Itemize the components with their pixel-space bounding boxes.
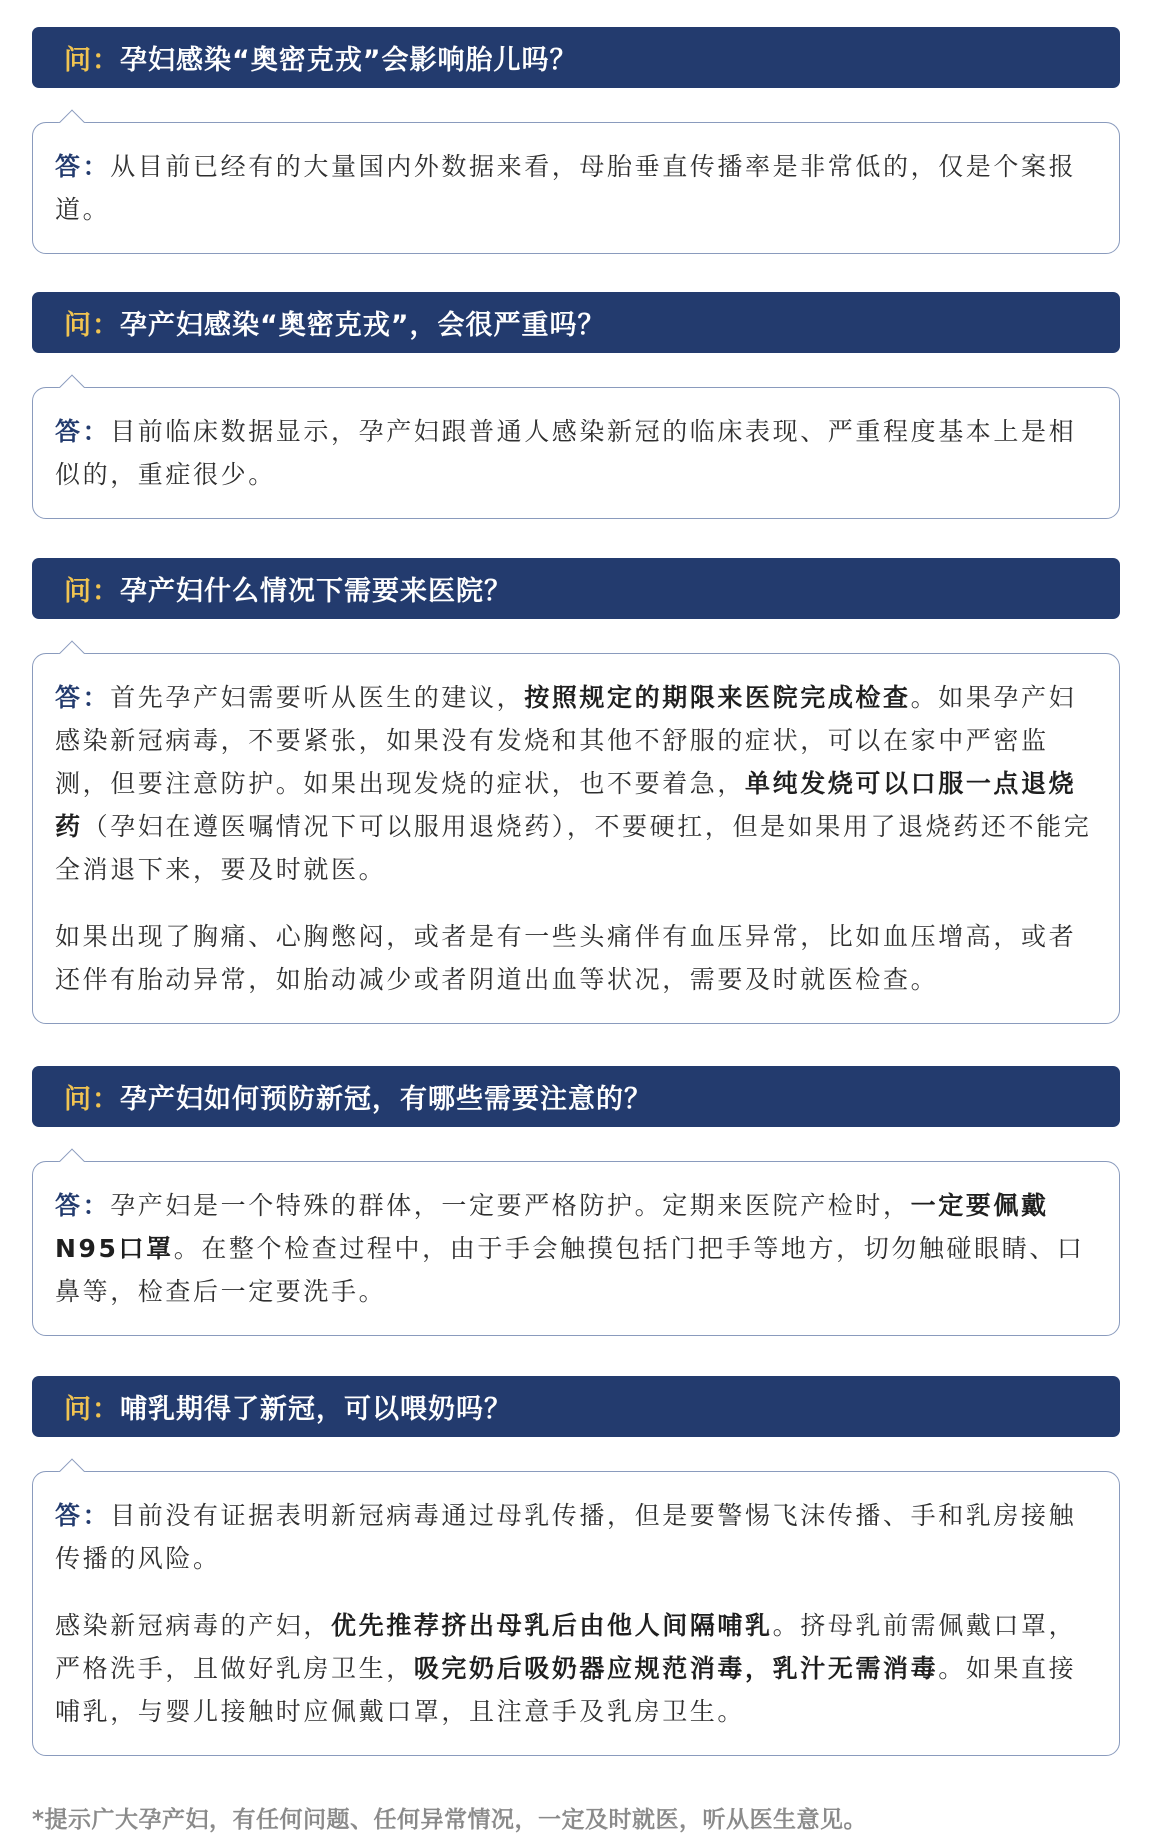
answer-text: 孕产妇是一个特殊的群体，一定要严格防护。定期来医院产检时， xyxy=(110,1191,911,1220)
question-bar xyxy=(32,27,1120,88)
question-text: 孕产妇感染“奥密克戎”，会很严重吗？ xyxy=(120,310,606,341)
qa-item-breastfeeding xyxy=(32,1376,1120,1756)
answer-prefix: 答： xyxy=(55,417,111,446)
answer-box xyxy=(32,653,1120,1024)
answer-prefix: 答： xyxy=(55,152,111,181)
answer-prefix: 答： xyxy=(55,1191,111,1220)
question-prefix: 问： xyxy=(64,1084,120,1115)
question-bar xyxy=(32,558,1120,619)
answer-highlight: 吸完奶后吸奶器应规范消毒，乳汁无需消毒 xyxy=(413,1654,939,1683)
qa-item-prevention xyxy=(32,1066,1120,1336)
answer-text: 。如果孕产妇感染新冠病毒，不要紧张，如果没有发烧和其他不舒服的症状，可以在家中严密监测，但要注意防护。如果出现发烧的症状，也不要着急， xyxy=(55,683,1077,798)
answer-paragraph xyxy=(55,915,1095,1001)
answer-paragraph xyxy=(55,1184,1095,1313)
answer-pointer xyxy=(57,371,87,388)
question-text: 孕产妇什么情况下需要来医院？ xyxy=(120,576,512,607)
answer-text: 目前没有证据表明新冠病毒通过母乳传播，但是要警惕飞沫传播、手和乳房接触传播的风险。 xyxy=(55,1501,1077,1573)
answer-text: 感染新冠病毒的产妇， xyxy=(55,1611,332,1640)
answer-paragraph xyxy=(55,1494,1095,1580)
answer-highlight: 按照规定的期限来医院完成检查 xyxy=(524,683,911,712)
question-bar xyxy=(32,292,1120,353)
answer-prefix: 答： xyxy=(55,1501,111,1530)
question-bar xyxy=(32,1066,1120,1127)
answer-paragraph xyxy=(55,1604,1095,1733)
question-text: 哺乳期得了新冠，可以喂奶吗？ xyxy=(120,1394,512,1425)
answer-paragraph xyxy=(55,676,1095,891)
qa-item-severity xyxy=(32,292,1120,519)
answer-pointer xyxy=(57,637,87,654)
answer-pointer xyxy=(57,1455,87,1472)
answer-box xyxy=(32,1471,1120,1756)
answer-text: 目前临床数据显示，孕产妇跟普通人感染新冠的临床表现、严重程度基本上是相似的，重症很少。 xyxy=(55,417,1077,489)
answer-box xyxy=(32,1161,1120,1336)
answer-text: 首先孕产妇需要听从医生的建议， xyxy=(110,683,525,712)
answer-paragraph xyxy=(55,145,1095,231)
answer-box xyxy=(32,122,1120,254)
answer-text: （孕妇在遵医嘱情况下可以服用退烧药），不要硬扛，但是如果用了退烧药还不能完全消退下来，要及时就医。 xyxy=(55,812,1092,884)
qa-item-fetus-impact xyxy=(32,27,1120,254)
answer-pointer xyxy=(57,106,87,123)
question-text: 孕产妇如何预防新冠，有哪些需要注意的？ xyxy=(120,1084,652,1115)
answer-paragraph xyxy=(55,410,1095,496)
answer-highlight: 一定要佩戴N95口罩 xyxy=(55,1191,1049,1263)
question-prefix: 问： xyxy=(64,45,120,76)
qa-item-when-to-visit-hospital xyxy=(32,558,1120,1024)
answer-text: 。挤母乳前需佩戴口罩，严格洗手，且做好乳房卫生， xyxy=(55,1611,1077,1683)
answer-box xyxy=(32,387,1120,519)
answer-highlight: 优先推荐挤出母乳后由他人间隔哺乳 xyxy=(331,1611,773,1640)
answer-text: 。如果直接哺乳，与婴儿接触时应佩戴口罩，且注意手及乳房卫生。 xyxy=(55,1654,1077,1726)
footer-note: *提示广大孕产妇，有任何问题、任何异常情况，一定及时就医，听从医生意见。 xyxy=(32,1807,868,1833)
question-prefix: 问： xyxy=(64,310,120,341)
question-text: 孕妇感染“奥密克戎”会影响胎儿吗？ xyxy=(120,45,578,76)
answer-highlight: 单纯发烧可以口服一点退烧药 xyxy=(55,769,1077,841)
question-prefix: 问： xyxy=(64,576,120,607)
answer-prefix: 答： xyxy=(55,683,111,712)
answer-pointer xyxy=(57,1145,87,1162)
answer-text: 如果出现了胸痛、心胸憋闷，或者是有一些头痛伴有血压异常，比如血压增高，或者还伴有胎动异常，如胎动减少或者阴道出血等状况，需要及时就医检查。 xyxy=(55,922,1077,994)
answer-text: 。在整个检查过程中，由于手会触摸包括门把手等地方，切勿触碰眼睛、口鼻等，检查后一定要洗手。 xyxy=(55,1234,1085,1306)
answer-text: 从目前已经有的大量国内外数据来看，母胎垂直传播率是非常低的，仅是个案报道。 xyxy=(55,152,1077,224)
question-bar xyxy=(32,1376,1120,1437)
question-prefix: 问： xyxy=(64,1394,120,1425)
